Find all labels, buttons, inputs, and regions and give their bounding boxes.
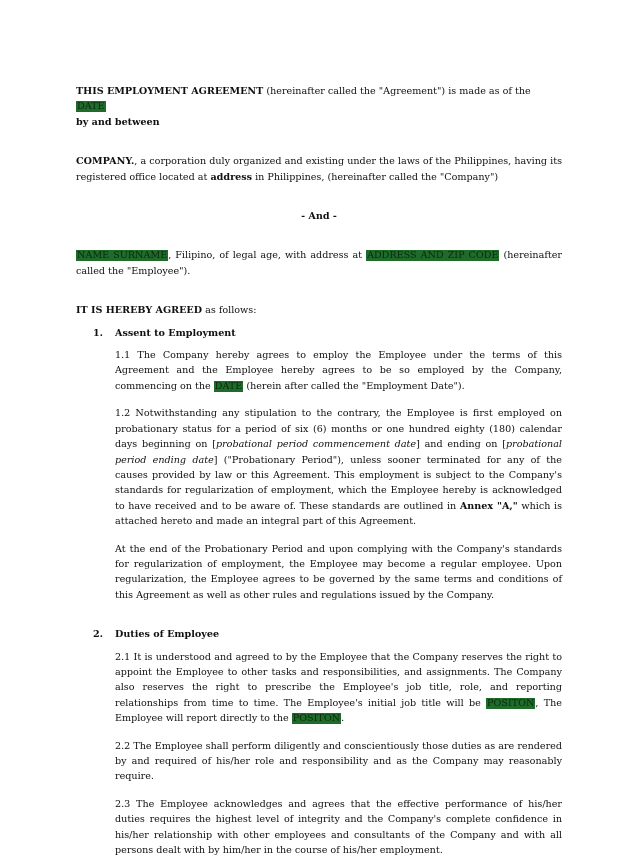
section-2-heading: 2. Duties of Employee	[93, 629, 220, 641]
by-and-between: by and between	[76, 116, 160, 128]
and-separator: - And -	[301, 211, 337, 223]
annex-ref: Annex "A,"	[459, 500, 518, 512]
clause-2-2: 2.2 The Employee shall perform diligently and conscientiously those duties as are rendered by and required of his/her role and responsibility and as the Company may reasonably require.	[115, 740, 562, 783]
position-field: POSITON	[487, 697, 535, 709]
agreement-title: THIS EMPLOYMENT AGREEMENT	[76, 86, 264, 97]
clause-2-1: 2.1 It is understood and agreed to by the Employee that the Company reserves the right to appoint the Employee to other tasks and responsibilities, and assignments. The Company also reserves the right to prescribe the Employee's job title, role, and reporting relationships from time to time. The Employee's initial job title will be POSITON, The Employee will report directly to the POSITON.	[115, 651, 562, 725]
date-field: DATE	[77, 101, 105, 113]
name-field: NAME SURNAME	[77, 250, 168, 262]
company-paragraph: COMPANY., a corporation duly organized and existing under the laws of the Philippines, having its registered office located at address in Philippines, (hereinafter called the "Company")	[76, 156, 562, 183]
employee-paragraph: NAME SURNAME, Filipino, of legal age, with address at ADDRESS AND ZIP CODE (hereinafter called the "Employee").	[76, 250, 562, 277]
preamble-line: THIS EMPLOYMENT AGREEMENT (hereinafter called the "Agreement") is made as of the DATE	[76, 86, 531, 113]
clause-1-3: At the end of the Probationary Period and upon complying with the Company's standards for regularization of employment, the Employee may become a regular employee. Upon regularization, the Employee agrees to be governed by the same terms and conditions of this Agreement as well as other rules and regulations issued by the Company.	[115, 543, 562, 601]
company-name: COMPANY.	[76, 156, 135, 168]
agreement-body	[76, 84, 562, 858]
address-field: ADDRESS AND ZIP CODE	[367, 250, 499, 262]
employment-date-field: DATE	[214, 380, 243, 392]
clause-1-2: 1.2 Notwithstanding any stipulation to the contrary, the Employee is first employed on probationary status for a period of six (6) months or one hundred eighty (180) calendar days beginning on [probational period commencement date] and ending on [probational period ending date] ("Probationary Period"), unless sooner terminated for any of the causes provided by law or this Agreement. This employment is subject to the Company's standards for regularization of employment, which the Employee hereby is acknowledged to have received and to be aware of. These standards are outlined in Annex "A," which is attached hereto and made an integral part of this Agreement.	[115, 408, 562, 528]
agreed-line: IT IS HEREBY AGREED as follows:	[76, 305, 257, 317]
position-field: POSITON	[292, 713, 341, 725]
clause-2-3: 2.3 The Employee acknowledges and agrees that the effective performance of his/her duties requires the highest level of integrity and the Company's complete confidence in his/her relationship with other employees and consultants of the Company and with all persons dealt with by him/her in the course of his/her employment.	[115, 798, 562, 857]
section-1-heading: 1. Assent to Employment	[93, 327, 236, 339]
company-address: address	[210, 171, 253, 183]
clause-1-1: 1.1 The Company hereby agrees to employ the Employee under the terms of this Agreement and the Employee hereby agrees to be so employed by the Company, commencing on the DATE (herein after called the "Employment Date").	[115, 350, 562, 392]
